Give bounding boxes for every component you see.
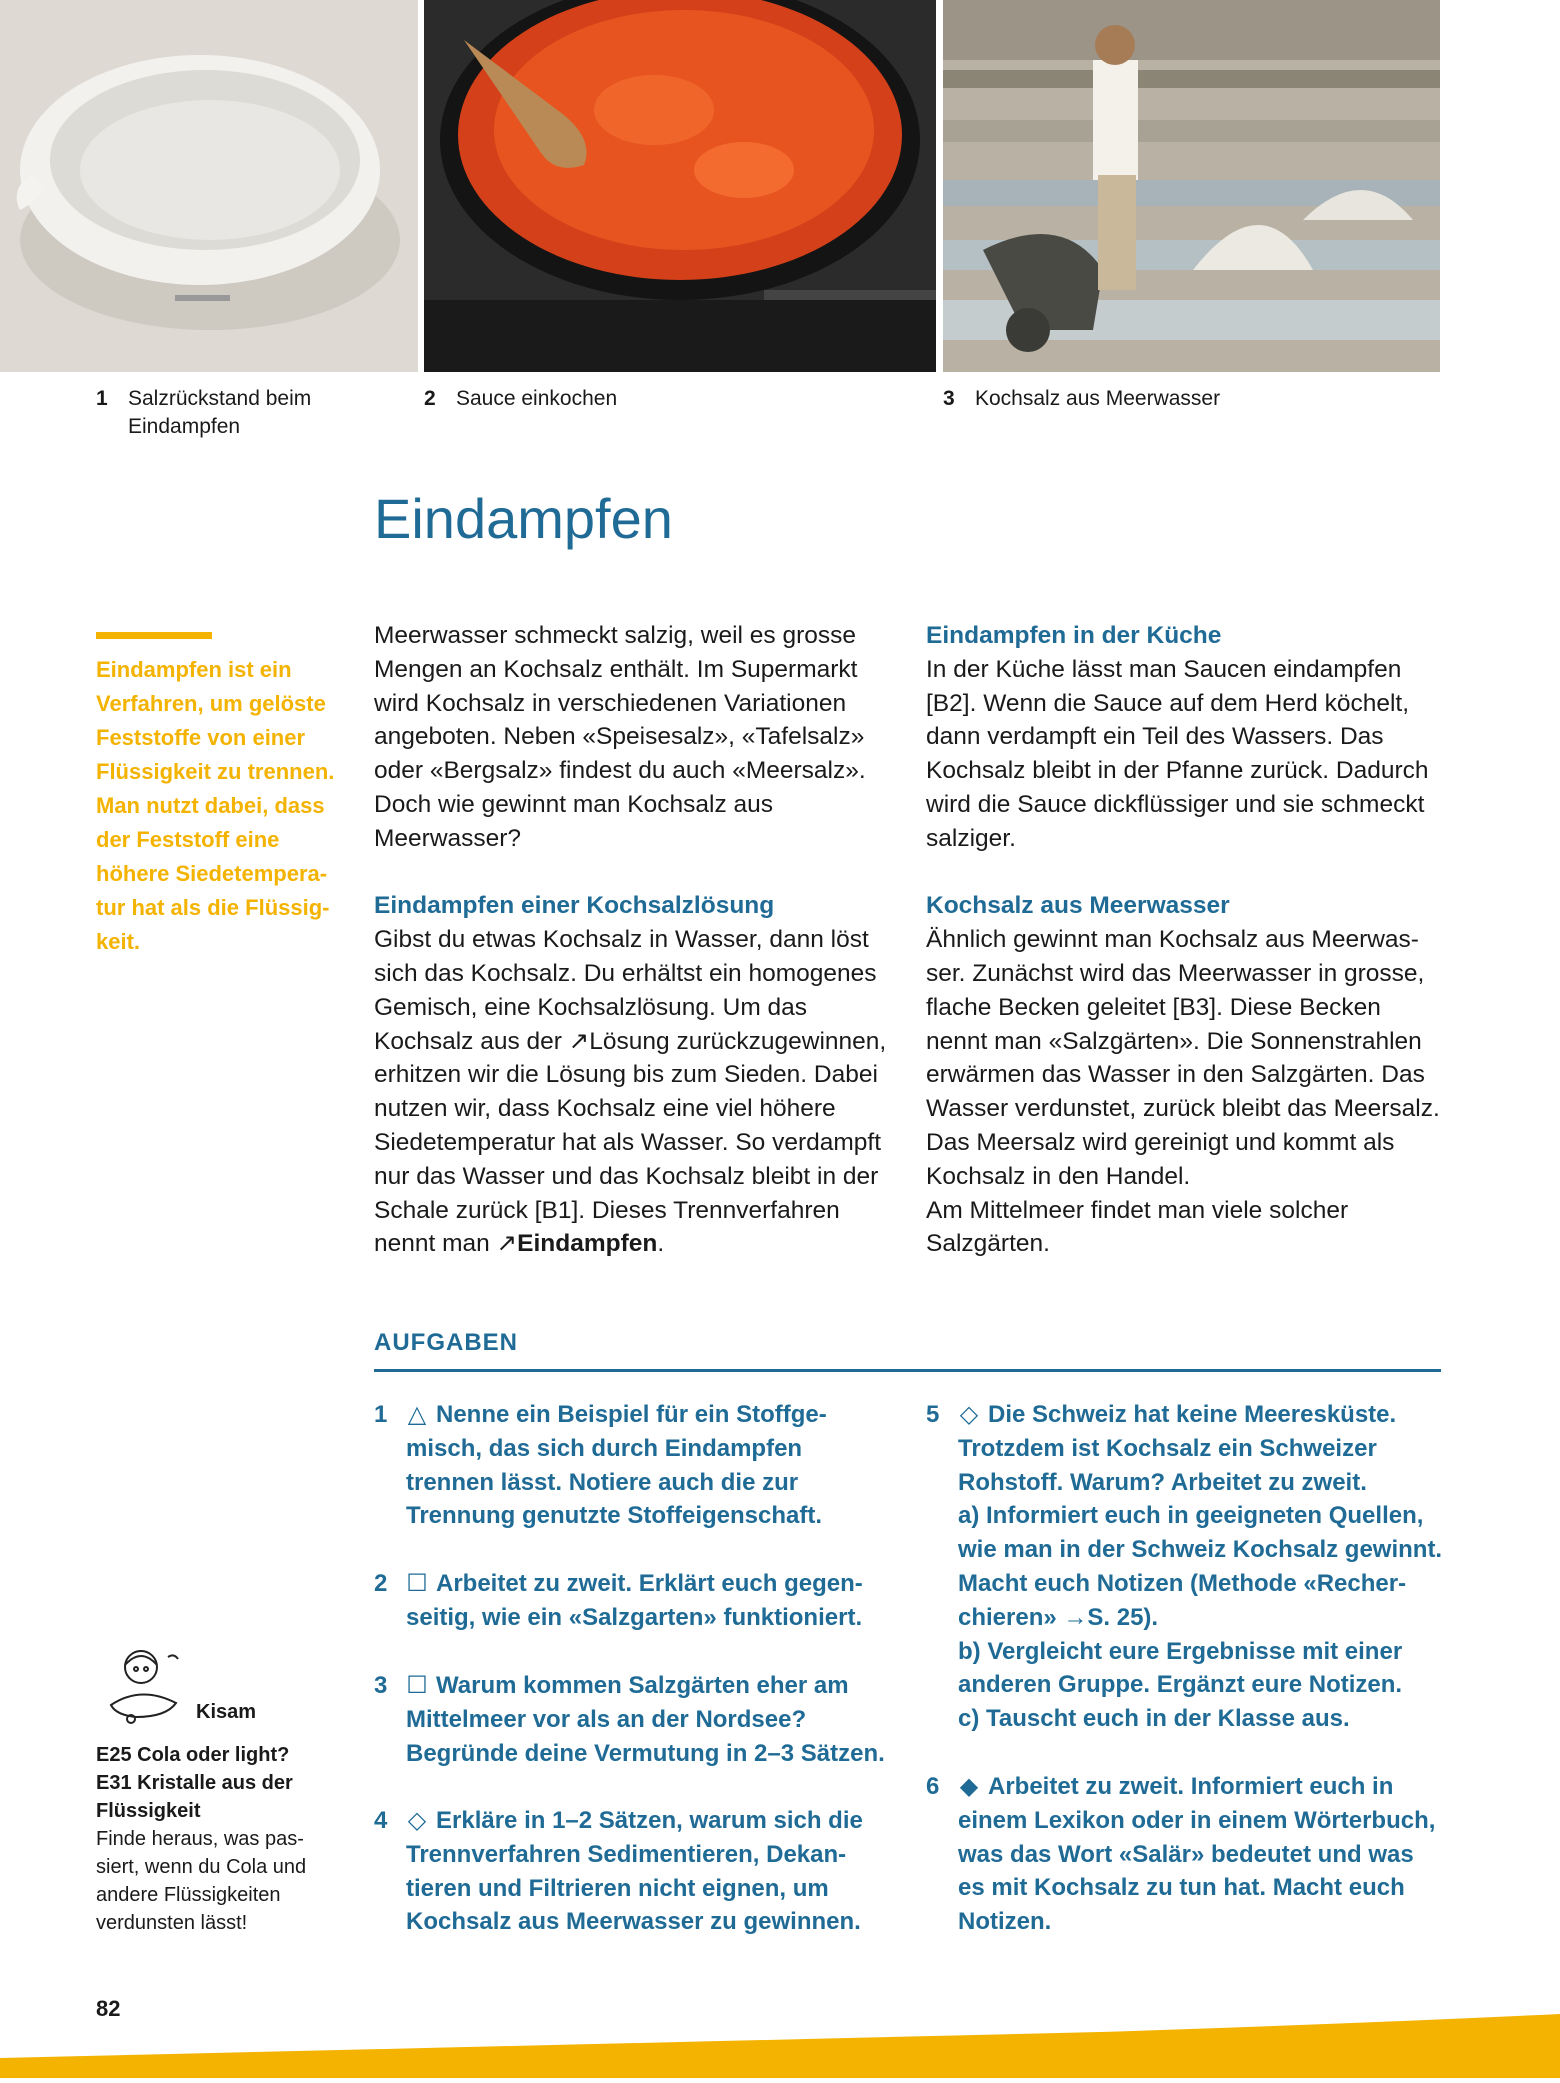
diamond-outline-icon: ◇ (959, 1401, 979, 1428)
photo-salt-garden (943, 0, 1440, 372)
caption-number: 3 (943, 387, 955, 410)
caption-1 (96, 385, 311, 441)
experiment-text: Finde heraus, was passiert, wenn du Cola und andere Flüssigkeiten verdunsten lässt! (96, 1828, 307, 1934)
diamond-filled-icon: ◆ (959, 1773, 979, 1800)
caption-text: Salzrückstand beim Eindampfen (128, 387, 312, 438)
caption-number: 1 (96, 387, 108, 410)
task-5: 5 ◇ Die Schweiz hat keine Meeresküste. Trotzdem ist Kochsalz ein Schweizer Rohstoff. Warum? Arbeitet zu zweit. a) Informiert euch in geeigneten Quellen, wie man in der Schweiz Kochsalz gewinnt. Macht euch Notizen (Methode «Recherchieren» →S. 25). b) Vergleicht eure Ergebnisse mit einer anderen Gruppe. Ergänzt eure Notizen. c) Tauscht euch in der Klasse aus. (926, 1398, 1446, 1736)
diamond-outline-icon: ◇ (407, 1807, 427, 1834)
caption-text: Sauce einkochen (456, 387, 618, 410)
page-number: 82 (96, 1996, 121, 2021)
task-6: 6 ◆ Arbeitet zu zweit. Informiert euch in einem Lexikon oder in einem Wörterbuch, was das Wort «Salär» bedeutet und was es mit Kochsalz zu tun hat. Macht euch Notizen. (926, 1770, 1446, 1939)
caption-3 (943, 385, 1220, 413)
body-paragraph: Ähnlich gewinnt man Kochsalz aus Meerwasser. Zunächst wird das Meerwasser in grosse, flache Becken geleitet [B3]. Diese Becken nennt man «Salzgärten». Die Sonnenstrahlen erwärmen das Wasser in den Salzgärten. Das Wasser verdunstet, zurück bleibt das Meersalz. Das Meersalz wird gereinigt und kommt als Kochsalz in den Handel. (926, 926, 1440, 1190)
tasks-divider (374, 1369, 1441, 1372)
caption-text: Kochsalz aus Meerwasser (975, 387, 1221, 410)
task-1: 1 △ Nenne ein Beispiel für ein Stoffgemisch, das sich durch Eindampfen trennen lässt. Notiere auch die zur Trennung genutzte Stoffeigenschaft. (374, 1398, 894, 1533)
experiment-e31[interactable]: E31 Kristalle aus der Flüssigkeit (96, 1772, 293, 1822)
kisam-illustration (96, 1645, 196, 1725)
section-heading: Eindampfen in der Küche (926, 622, 1222, 649)
photo-salt-residue (0, 0, 418, 372)
section-heading: Eindampfen einer Kochsalzlösung (374, 892, 775, 920)
kisam-label: Kisam (196, 1701, 257, 1723)
task-3: 3 ☐ Warum kommen Salzgärten eher am Mittelmeer vor als an der Nordsee? Begründe deine Vermutung in 2–3 Sätzen. (374, 1669, 894, 1770)
task-4: 4 ◇ Erkläre in 1–2 Sätzen, warum sich die Trennverfahren Sedimentieren, Dekantieren und Filtrieren nicht eignen, um Kochsalz aus Meerwasser zu gewinnen. (374, 1804, 894, 1939)
caption-number: 2 (424, 387, 436, 410)
tasks-heading: AUFGABEN (374, 1329, 518, 1356)
page-title: Eindampfen (374, 487, 673, 550)
body-paragraph: Am Mittelmeer findet man viele solcher Salzgärten. (926, 1196, 1349, 1258)
intro-paragraph: Meerwasser schmeckt salzig, weil es grosse Mengen an Kochsalz enthält. Im Supermarkt wird Kochsalz in verschiedenen Variationen angeboten. Neben «Speisesalz», «Tafelsalz» oder «Bergsalz» findest du auch «Meersalz». Doch wie gewinnt man Kochsalz aus Meerwasser? (374, 622, 866, 852)
task-2: 2 ☐ Arbeitet zu zweit. Erklärt euch gegenseitig, wie ein «Salzgarten» funktioniert. (374, 1567, 894, 1635)
bottom-wave (0, 2010, 1560, 2078)
square-icon: ☐ (406, 1672, 428, 1699)
text-column-left (374, 619, 894, 1261)
experiments-box (96, 1741, 336, 1937)
body-paragraph: In der Küche lässt man Saucen eindampfen [B2]. Wenn die Sauce auf dem Herd köchelt, dann verdampft ein Teil des Wassers. Das Kochsalz bleibt in der Pfanne zurück. Dadurch wird die Sauce dickflüssiger und sie schmeckt salziger. (926, 655, 1429, 852)
square-icon: ☐ (406, 1570, 428, 1597)
triangle-icon: △ (407, 1401, 427, 1428)
sidenote-definition: Eindampfen ist ein Verfahren, um gelöste Feststoffe von einer Flüssigkeit zu trennen. Man nutzt dabei, dass der Feststoff eine höhere Siedetemperatur hat als die Flüssigkeit. (96, 657, 335, 954)
photo-sauce-pan (424, 0, 936, 372)
text-column-right (926, 619, 1446, 1261)
body-paragraph: Gibst du etwas Kochsalz in Wasser, dann löst sich das Kochsalz. Du erhältst ein homogenes Gemisch, eine Kochsalzlösung. Um das Kochsalz aus der ↗Lösung zurückzugewinnen, erhitzen wir die Lösung bis zum Sieden. Dabei nutzen wir, dass Kochsalz eine viel höhere Siedetemperatur hat als Wasser. So verdampft nur das Wasser und das Kochsalz bleibt in der Schale zurück [B1]. Dieses Trennverfahren nennt man ↗Eindampfen. (374, 926, 887, 1258)
section-heading: Kochsalz aus Meerwasser (926, 892, 1230, 920)
sidenote-bar (96, 632, 212, 639)
caption-2 (424, 385, 617, 413)
key-term: Eindampfen (517, 1230, 658, 1258)
experiment-e25[interactable]: E25 Cola oder light? (96, 1744, 290, 1766)
